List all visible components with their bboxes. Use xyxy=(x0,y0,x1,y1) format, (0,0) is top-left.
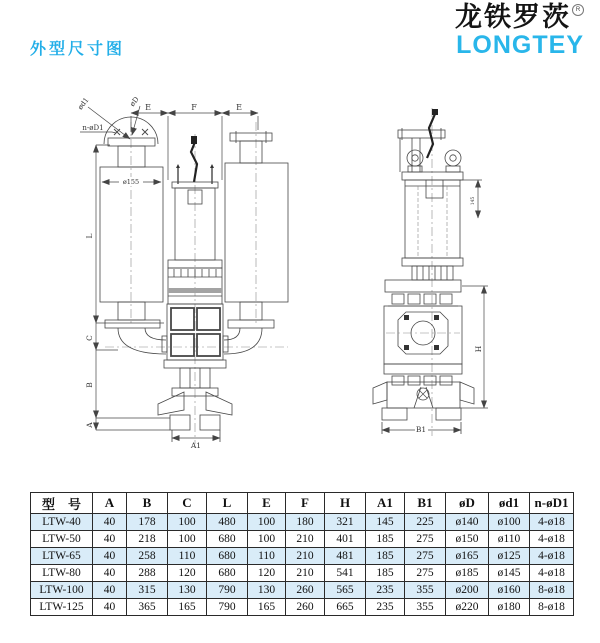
table-row xyxy=(31,582,574,599)
front-view-drawing xyxy=(60,92,310,464)
value-cell: 100 xyxy=(168,514,207,531)
silencer-diameter-label: ø155 xyxy=(122,178,140,186)
value-cell: 480 xyxy=(207,514,248,531)
value-cell: 565 xyxy=(325,582,366,599)
value-cell: 665 xyxy=(325,599,366,616)
table-header-cell: A xyxy=(93,493,127,514)
value-cell: 321 xyxy=(325,514,366,531)
table-header-row xyxy=(31,493,574,514)
model-cell: LTW-125 xyxy=(31,599,93,616)
value-cell: 40 xyxy=(93,514,127,531)
brand-logo xyxy=(455,4,584,58)
value-cell: 4-ø18 xyxy=(530,531,574,548)
dim-label-d1: ød1 xyxy=(76,96,91,112)
value-cell: 275 xyxy=(405,548,446,565)
value-cell: 4-ø18 xyxy=(530,565,574,582)
value-cell: 401 xyxy=(325,531,366,548)
value-cell: 130 xyxy=(168,582,207,599)
side-view-drawing xyxy=(330,100,515,445)
value-cell: 145 xyxy=(366,514,405,531)
table-row xyxy=(31,531,574,548)
dim-label-nD1: n-øD1 xyxy=(82,124,104,132)
value-cell: 165 xyxy=(168,599,207,616)
value-cell: 355 xyxy=(405,599,446,616)
value-cell: ø125 xyxy=(489,548,530,565)
table-header-cell: C xyxy=(168,493,207,514)
value-cell: 235 xyxy=(366,582,405,599)
value-cell: 680 xyxy=(207,548,248,565)
dim-label-A1: A1 xyxy=(190,441,202,450)
value-cell: 210 xyxy=(286,565,325,582)
value-cell: 4-ø18 xyxy=(530,548,574,565)
value-cell: 110 xyxy=(248,548,286,565)
value-cell: 315 xyxy=(127,582,168,599)
value-cell: 165 xyxy=(248,599,286,616)
dim-label-D: øD xyxy=(128,95,141,109)
table-row xyxy=(31,599,574,616)
value-cell: 275 xyxy=(405,531,446,548)
table-header-cell: n-øD1 xyxy=(530,493,574,514)
table-header-cell: øD xyxy=(446,493,489,514)
value-cell: 185 xyxy=(366,531,405,548)
page-title: 外型尺寸图 xyxy=(30,41,126,58)
dim-label-B1: B1 xyxy=(415,425,427,434)
value-cell: ø165 xyxy=(446,548,489,565)
dim-label-L: L xyxy=(85,233,94,239)
dim-label-e-right: E xyxy=(236,103,242,112)
registered-mark-icon: R xyxy=(572,4,584,16)
value-cell: ø220 xyxy=(446,599,489,616)
value-cell: 40 xyxy=(93,599,127,616)
value-cell: 680 xyxy=(207,565,248,582)
dimension-table xyxy=(30,492,574,616)
value-cell: 4-ø18 xyxy=(530,514,574,531)
table-row xyxy=(31,548,574,565)
value-cell: 258 xyxy=(127,548,168,565)
table-header-cell: E xyxy=(248,493,286,514)
value-cell: 218 xyxy=(127,531,168,548)
model-cell: LTW-50 xyxy=(31,531,93,548)
table-header-cell: 型 号 xyxy=(31,493,93,514)
value-cell: 178 xyxy=(127,514,168,531)
value-cell: 790 xyxy=(207,582,248,599)
value-cell: 8-ø18 xyxy=(530,582,574,599)
table-header-cell: B xyxy=(127,493,168,514)
value-cell: 100 xyxy=(248,514,286,531)
model-cell: LTW-65 xyxy=(31,548,93,565)
table-header-cell: ød1 xyxy=(489,493,530,514)
value-cell: 288 xyxy=(127,565,168,582)
value-cell: 130 xyxy=(248,582,286,599)
model-cell: LTW-100 xyxy=(31,582,93,599)
value-cell: 790 xyxy=(207,599,248,616)
value-cell: ø185 xyxy=(446,565,489,582)
value-cell: 541 xyxy=(325,565,366,582)
value-cell: 225 xyxy=(405,514,446,531)
dim-label-A: A xyxy=(85,422,94,428)
dim-label-B: B xyxy=(85,382,94,388)
value-cell: 355 xyxy=(405,582,446,599)
table-row xyxy=(31,565,574,582)
table-header-cell: L xyxy=(207,493,248,514)
value-cell: 260 xyxy=(286,599,325,616)
value-cell: ø145 xyxy=(489,565,530,582)
table-header-cell: A1 xyxy=(366,493,405,514)
logo-english: LONGTEY xyxy=(456,31,584,59)
value-cell: 481 xyxy=(325,548,366,565)
dim-label-f: F xyxy=(191,103,197,112)
value-cell: ø140 xyxy=(446,514,489,531)
model-cell: LTW-40 xyxy=(31,514,93,531)
dim-label-C: C xyxy=(85,335,94,341)
value-cell: 185 xyxy=(366,565,405,582)
value-cell: 210 xyxy=(286,548,325,565)
value-cell: 40 xyxy=(93,582,127,599)
value-cell: 100 xyxy=(168,531,207,548)
value-cell: 40 xyxy=(93,548,127,565)
value-cell: ø200 xyxy=(446,582,489,599)
logo-chinese: 龙铁罗茨 xyxy=(455,2,571,33)
value-cell: 275 xyxy=(405,565,446,582)
value-cell: 100 xyxy=(248,531,286,548)
value-cell: 180 xyxy=(286,514,325,531)
value-cell: 365 xyxy=(127,599,168,616)
value-cell: 210 xyxy=(286,531,325,548)
value-cell: ø180 xyxy=(489,599,530,616)
value-cell: 680 xyxy=(207,531,248,548)
dim-label-small: 145 xyxy=(471,196,476,206)
value-cell: ø150 xyxy=(446,531,489,548)
value-cell: ø100 xyxy=(489,514,530,531)
value-cell: 260 xyxy=(286,582,325,599)
value-cell: 40 xyxy=(93,531,127,548)
value-cell: 40 xyxy=(93,565,127,582)
dim-label-e-left: E xyxy=(145,103,151,112)
table-header-cell: B1 xyxy=(405,493,446,514)
value-cell: 235 xyxy=(366,599,405,616)
value-cell: ø110 xyxy=(489,531,530,548)
table-header-cell: H xyxy=(325,493,366,514)
value-cell: ø160 xyxy=(489,582,530,599)
value-cell: 185 xyxy=(366,548,405,565)
table-header-cell: F xyxy=(286,493,325,514)
table-row xyxy=(31,514,574,531)
dim-label-H: H xyxy=(474,345,483,353)
value-cell: 8-ø18 xyxy=(530,599,574,616)
value-cell: 120 xyxy=(248,565,286,582)
model-cell: LTW-80 xyxy=(31,565,93,582)
value-cell: 110 xyxy=(168,548,207,565)
value-cell: 120 xyxy=(168,565,207,582)
